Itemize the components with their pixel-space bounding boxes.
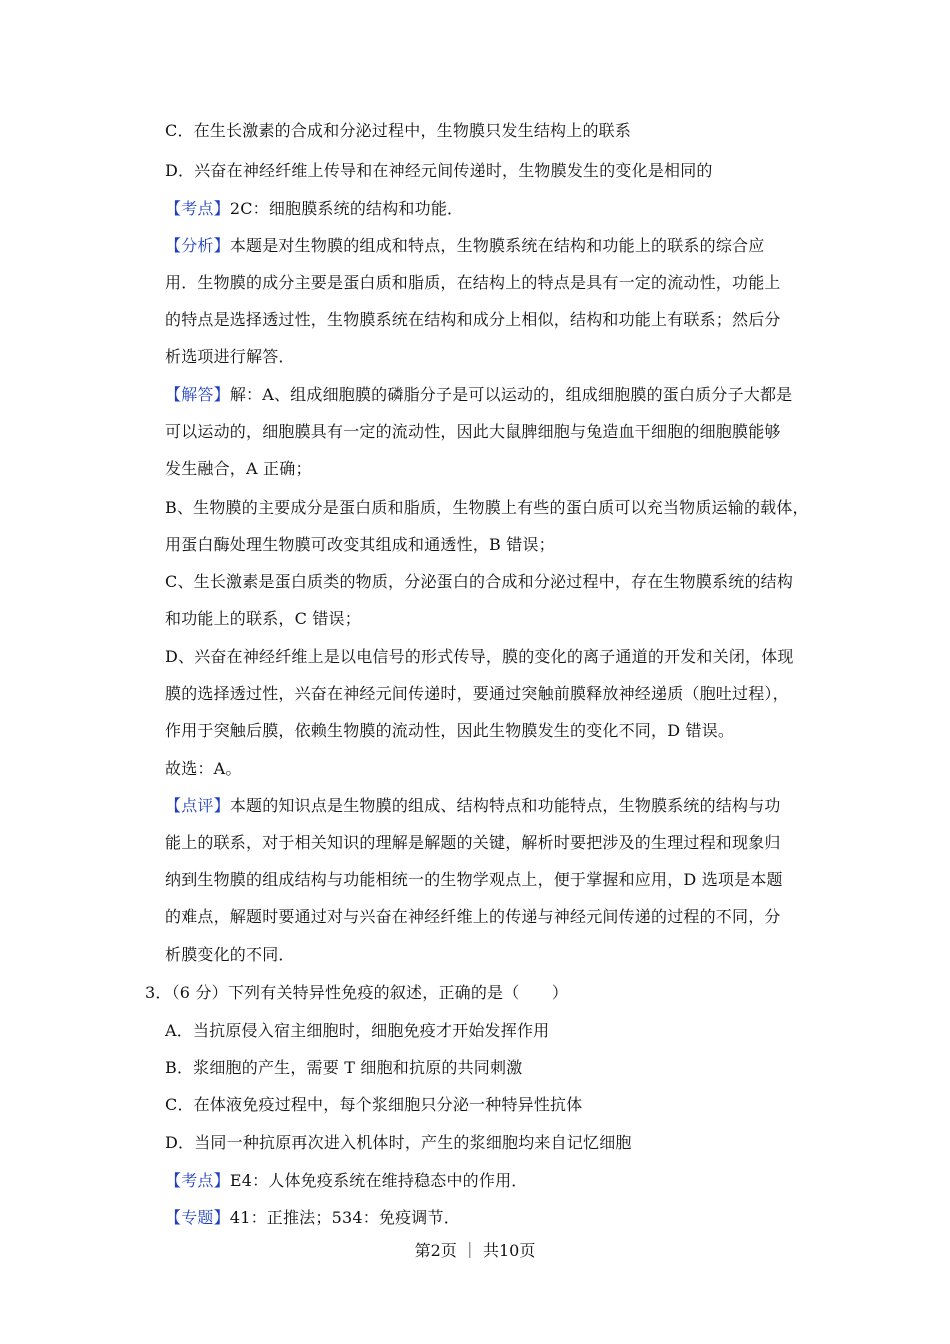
line-text: B、生物膜的主要成分是蛋白质和脂质，生物膜上有些的蛋白质可以充当物质运输的载体， — [165, 498, 809, 517]
text-line — [165, 1132, 632, 1154]
tag-bracket-open: 【 — [165, 385, 182, 404]
section-tag: 分析 — [181, 236, 214, 255]
tag-bracket-close: 】 — [213, 1208, 230, 1227]
text-line — [165, 458, 312, 480]
annotated-line — [165, 795, 781, 817]
question-stem — [145, 982, 568, 1004]
text-line — [165, 1057, 522, 1079]
line-text: 3．（6 分）下列有关特异性免疫的叙述，正确的是（ ） — [145, 983, 569, 1002]
line-text: 本题的知识点是生物膜的组成、结构特点和功能特点，生物膜系统的结构与功 — [229, 796, 781, 815]
line-text: C．在生长激素的合成和分泌过程中，生物膜只发生结构上的联系 — [165, 121, 632, 140]
annotated-line — [165, 235, 764, 257]
text-line — [165, 1020, 549, 1042]
section-tag: 考点 — [181, 1171, 214, 1190]
text-line — [165, 571, 793, 593]
text-line — [165, 832, 781, 854]
tag-bracket-close: 】 — [213, 385, 230, 404]
line-text: C．在体液免疫过程中，每个浆细胞只分泌一种特异性抗体 — [165, 1095, 583, 1114]
page-footer: 第2页 ｜ 共10页 — [414, 1241, 536, 1260]
line-text: 可以运动的，细胞膜具有一定的流动性，因此大鼠脾细胞与兔造血干细胞的细胞膜能够 — [165, 422, 781, 441]
line-text: B．浆细胞的产生，需要 T 细胞和抗原的共同刺激 — [165, 1058, 523, 1077]
text-line — [165, 1094, 582, 1116]
line-text: 的特点是选择透过性，生物膜系统在结构和成分上相似，结构和功能上有联系；然后分 — [165, 310, 781, 329]
line-text: A．当抗原侵入宿主细胞时，细胞免疫才开始发挥作用 — [165, 1021, 550, 1040]
text-line — [165, 346, 295, 368]
text-line — [165, 944, 295, 966]
line-text: 的难点，解题时要通过对与兴奋在神经纤维上的传递与神经元间传递的过程的不同，分 — [165, 907, 781, 926]
section-tag: 考点 — [181, 199, 214, 218]
line-text: 发生融合，A 正确； — [165, 459, 312, 478]
tag-bracket-close: 】 — [213, 1171, 230, 1190]
text-line — [165, 160, 713, 182]
text-line — [165, 421, 781, 443]
text-line — [165, 497, 809, 519]
tag-bracket-open: 【 — [165, 796, 182, 815]
section-tag: 点评 — [181, 796, 214, 815]
tag-bracket-close: 】 — [213, 236, 230, 255]
line-text: 41：正推法；534：免疫调节． — [229, 1208, 460, 1227]
line-text: 膜的选择透过性，兴奋在神经元间传递时，要通过突触前膜释放神经递质（胞吐过程）， — [165, 684, 789, 703]
line-text: 故选：A。 — [165, 759, 242, 778]
text-line — [165, 608, 361, 630]
tag-bracket-close: 】 — [213, 796, 230, 815]
text-line — [165, 272, 781, 294]
text-line — [165, 120, 631, 142]
text-line — [165, 869, 783, 891]
line-text: 用．生物膜的成分主要是蛋白质和脂质，在结构上的特点是具有一定的流动性，功能上 — [165, 273, 781, 292]
section-tag: 专题 — [181, 1208, 214, 1227]
line-text: D．当同一种抗原再次进入机体时，产生的浆细胞均来自记忆细胞 — [165, 1133, 632, 1152]
tag-bracket-close: 】 — [213, 199, 230, 218]
line-text: 作用于突触后膜，依赖生物膜的流动性，因此生物膜发生的变化不同，D 错误。 — [165, 721, 735, 740]
line-text: D．兴奋在神经纤维上传导和在神经元间传递时，生物膜发生的变化是相同的 — [165, 161, 713, 180]
text-line — [165, 683, 789, 705]
line-text: 和功能上的联系，C 错误； — [165, 609, 361, 628]
tag-bracket-open: 【 — [165, 199, 182, 218]
line-text: 2C：细胞膜系统的结构和功能． — [229, 199, 464, 218]
tag-bracket-open: 【 — [165, 1208, 182, 1227]
text-line — [165, 720, 734, 742]
line-text: 纳到生物膜的组成结构与功能相统一的生物学观点上，便于掌握和应用，D 选项是本题 — [165, 870, 783, 889]
text-line — [165, 309, 781, 331]
annotated-line — [165, 1207, 460, 1229]
section-tag: 解答 — [181, 385, 214, 404]
text-line — [165, 646, 794, 668]
text-line — [165, 758, 242, 780]
annotated-line — [165, 384, 792, 406]
line-text: 解：A、组成细胞膜的磷脂分子是可以运动的，组成细胞膜的蛋白质分子大都是 — [229, 385, 793, 404]
annotated-line — [165, 198, 463, 220]
annotated-line — [165, 1170, 527, 1192]
line-text: D、兴奋在神经纤维上是以电信号的形式传导，膜的变化的离子通道的开发和关闭，体现 — [165, 647, 794, 666]
line-text: C、生长激素是蛋白质类的物质，分泌蛋白的合成和分泌过程中，存在生物膜系统的结构 — [165, 572, 794, 591]
text-line — [165, 534, 555, 556]
text-line — [165, 906, 781, 928]
line-text: 析选项进行解答． — [165, 347, 295, 366]
line-text: 析膜变化的不同． — [165, 945, 295, 964]
line-text: E4：人体免疫系统在维持稳态中的作用． — [229, 1171, 528, 1190]
tag-bracket-open: 【 — [165, 1171, 182, 1190]
line-text: 能上的联系，对于相关知识的理解是解题的关键，解析时要把涉及的生理过程和现象归 — [165, 833, 781, 852]
line-text: 用蛋白酶处理生物膜可改变其组成和通透性，B 错误； — [165, 535, 555, 554]
line-text: 本题是对生物膜的组成和特点，生物膜系统在结构和功能上的联系的综合应 — [229, 236, 765, 255]
tag-bracket-open: 【 — [165, 236, 182, 255]
